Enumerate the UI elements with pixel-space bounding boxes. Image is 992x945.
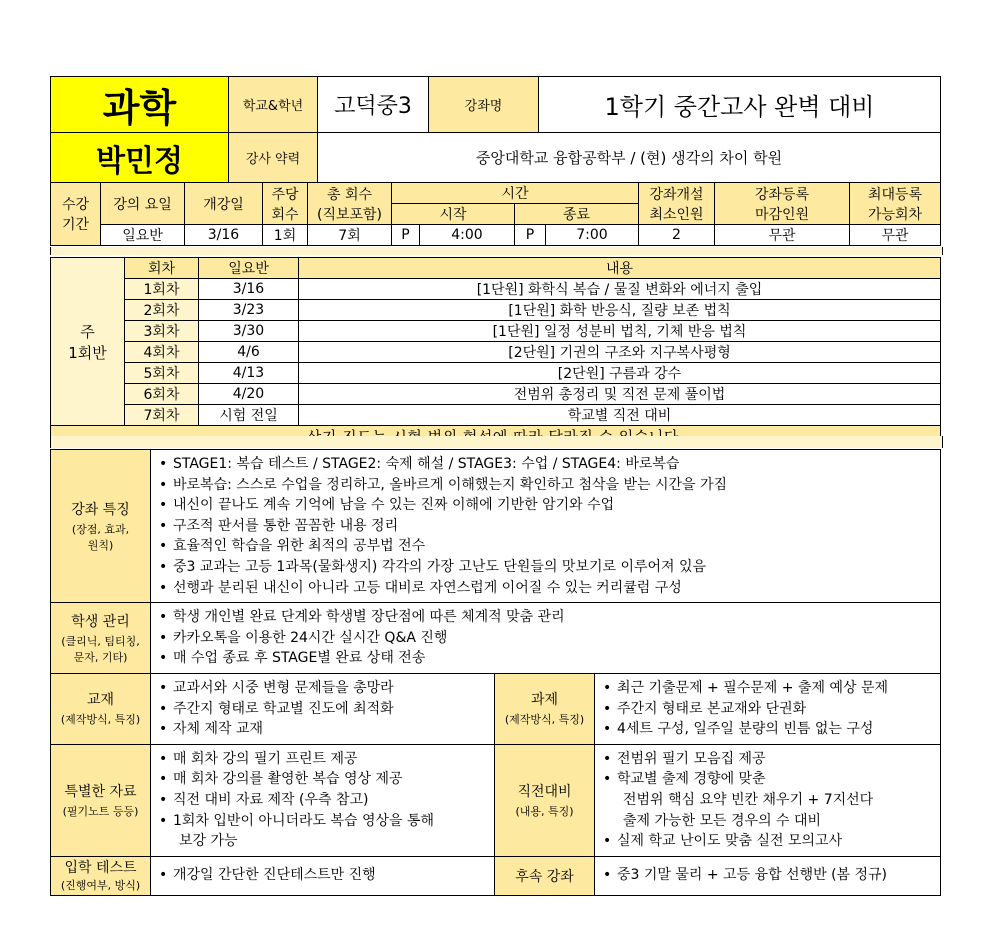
textbook-heading: 교재 (제작방식, 특징) — [51, 673, 151, 744]
list-item-continuation: 전범위 핵심 요약 빈칸 채우기 + 7지선다 — [623, 791, 874, 808]
end-ampm: P — [515, 225, 546, 246]
course-header-table — [50, 76, 941, 183]
start-time: 4:00 — [420, 225, 515, 246]
plan-row — [51, 342, 941, 363]
day-value: 일요반 — [101, 225, 185, 246]
list-item: • 주간지 형태로 본교재와 단권화 — [603, 700, 807, 717]
list-item: • 전범위 필기 모음집 제공 — [603, 750, 766, 767]
list-item: • 효율적인 학습을 위한 최적의 공부법 전수 — [159, 538, 426, 555]
school-grade-value: 고덕중3 — [318, 77, 429, 133]
list-item: • 선행과 분리된 내신이 아니라 고등 대비로 자연스럽게 이어질 수 있는 커리큘럼 구성 — [159, 579, 682, 596]
list-item: • 중3 교과는 고등 1과목(물화생지) 각각의 가장 고난도 단원들의 맛보기로 이루어져 있음 — [159, 558, 707, 575]
teacher-career: 중앙대학교 융합공학부 / (현) 생각의 차이 학원 — [318, 133, 941, 183]
list-item: • 내신이 끝나도 계속 기억에 남을 수 있는 진짜 이해에 기반한 암기와 수업 — [159, 497, 615, 514]
list-item-continuation: 출제 가능한 모든 경우의 수 대비 — [623, 812, 822, 829]
start-date-value: 3/16 — [185, 225, 263, 246]
followup-value: • 중3 기말 물리 + 고등 융합 선행반 (봄 정규) — [595, 856, 941, 895]
min-value: 2 — [639, 225, 715, 246]
total-header: 총 회수 (직보포함) — [308, 183, 392, 225]
list-item: • 주간지 형태로 학교별 진도에 최적화 — [159, 700, 394, 717]
total-value: 7회 — [308, 225, 392, 246]
features-list — [151, 450, 941, 603]
plan-session: 1회차 — [125, 279, 199, 300]
homework-list — [595, 673, 941, 744]
list-item: • 매 회차 강의 필기 프린트 제공 — [159, 750, 358, 767]
max-header: 최대등록 가능회차 — [850, 183, 941, 225]
list-item: • 카카오톡을 이용한 24시간 실시간 Q&A 진행 — [159, 629, 448, 646]
section-divider — [50, 247, 943, 255]
plan-side-label: 주 1회반 — [51, 258, 125, 426]
plan-content: [2단원] 구름과 강수 — [299, 363, 941, 384]
list-item: • 최근 기출문제 + 필수문제 + 출제 예상 문제 — [603, 679, 888, 696]
plan-row — [51, 300, 941, 321]
list-item: • 교과서와 시중 변형 문제들을 총망라 — [159, 679, 394, 696]
management-heading: 학생 관리 (클리닉, 팀티칭, 문자, 기타) — [51, 603, 151, 674]
list-item: • STAGE1: 복습 테스트 / STAGE2: 숙제 해설 / STAGE3: 수업 / STAGE4: 바로복습 — [159, 456, 680, 472]
plan-session: 5회차 — [125, 363, 199, 384]
list-item-continuation: 보강 가능 — [179, 833, 238, 850]
final-prep-list — [595, 744, 941, 856]
plan-content: [1단원] 화학식 복습 / 물질 변화와 에너지 출입 — [299, 279, 941, 300]
plan-date: 시험 전일 — [199, 405, 299, 426]
subject-title: 과학 — [51, 77, 229, 133]
deadline-header: 강좌등록 마감인원 — [715, 183, 850, 225]
list-item: • 4세트 구성, 일주일 분량의 빈틈 없는 구성 — [603, 721, 874, 738]
day-header: 강의 요일 — [101, 183, 185, 225]
start-date-header: 개강일 — [185, 183, 263, 225]
time-header: 시간 — [392, 183, 639, 204]
list-item: • 직전 대비 자료 제작 (우측 참고) — [159, 791, 369, 808]
final-prep-heading: 직전대비 (내용, 특징) — [495, 744, 595, 856]
deadline-value: 무관 — [715, 225, 850, 246]
period-label: 수강 기간 — [51, 183, 101, 246]
plan-session: 7회차 — [125, 405, 199, 426]
plan-row — [51, 384, 941, 405]
list-item: • 자체 제작 교재 — [159, 721, 264, 738]
section-divider — [50, 436, 943, 448]
list-item: • 매 회차 강의를 촬영한 복습 영상 제공 — [159, 771, 403, 788]
plan-session: 2회차 — [125, 300, 199, 321]
time-end-header: 종료 — [515, 204, 639, 225]
list-item: • 구조적 판서를 통한 꼼꼼한 내용 정리 — [159, 517, 399, 534]
materials-heading: 특별한 자료 (필기노트 등등) — [51, 744, 151, 856]
plan-date: 4/13 — [199, 363, 299, 384]
course-details-table — [50, 449, 941, 896]
list-item: • 실제 학교 난이도 맞춤 실전 모의고사 — [603, 833, 843, 850]
entry-test-heading: 입학 테스트 (진행여부, 방식) — [51, 856, 151, 895]
plan-date: 3/23 — [199, 300, 299, 321]
plan-content: [1단원] 일정 성분비 법칙, 기체 반응 법칙 — [299, 321, 941, 342]
plan-session: 4회차 — [125, 342, 199, 363]
features-heading: 강좌 특징 (장점, 효과, 원칙) — [51, 450, 151, 603]
followup-heading: 후속 강좌 — [495, 856, 595, 895]
list-item: • 매 수업 종료 후 STAGE별 완료 상태 전송 — [159, 650, 426, 667]
schedule-table — [50, 182, 941, 246]
weekly-value: 1회 — [263, 225, 308, 246]
plan-session: 3회차 — [125, 321, 199, 342]
weekly-header: 주당 회수 — [263, 183, 308, 225]
plan-content: 학교별 직전 대비 — [299, 405, 941, 426]
plan-date: 3/30 — [199, 321, 299, 342]
entry-test-value: • 개강일 간단한 진단테스트만 진행 — [151, 856, 495, 895]
min-header: 강좌개설 최소인원 — [639, 183, 715, 225]
plan-row — [51, 279, 941, 300]
list-item: • 1회차 입반이 아니더라도 복습 영상을 통해 — [159, 812, 435, 829]
teacher-name: 박민정 — [51, 133, 229, 183]
time-start-header: 시작 — [392, 204, 515, 225]
session-col-header: 회차 — [125, 258, 199, 279]
start-ampm: P — [392, 225, 420, 246]
plan-date: 4/20 — [199, 384, 299, 405]
plan-date: 3/16 — [199, 279, 299, 300]
weekly-plan-table — [50, 257, 941, 448]
list-item: • 바로복습: 스스로 수업을 정리하고, 올바르게 이해했는지 확인하고 첨삭을 받는 시간을 가짐 — [159, 476, 728, 493]
lecture-label: 강좌명 — [429, 77, 539, 133]
school-grade-label: 학교&학년 — [229, 77, 318, 133]
plan-content: 전범위 총정리 및 직전 문제 풀이법 — [299, 384, 941, 405]
list-item: • 학교별 출제 경향에 맞춘 — [603, 771, 766, 788]
plan-row — [51, 405, 941, 426]
management-list — [151, 603, 941, 674]
content-col-header: 내용 — [299, 258, 941, 279]
plan-row — [51, 363, 941, 384]
list-item: • 학생 개인별 완료 단계와 학생별 장단점에 따른 체계적 맞춤 관리 — [159, 609, 565, 626]
max-value: 무관 — [850, 225, 941, 246]
end-time: 7:00 — [546, 225, 639, 246]
homework-heading: 과제 (제작방식, 특징) — [495, 673, 595, 744]
class-col-header: 일요반 — [199, 258, 299, 279]
career-label: 강사 약력 — [229, 133, 318, 183]
materials-list — [151, 744, 495, 856]
plan-session: 6회차 — [125, 384, 199, 405]
textbook-list — [151, 673, 495, 744]
plan-content: [2단원] 기권의 구조와 지구복사평형 — [299, 342, 941, 363]
lecture-title: 1학기 중간고사 완벽 대비 — [539, 77, 941, 133]
plan-row — [51, 321, 941, 342]
plan-date: 4/6 — [199, 342, 299, 363]
plan-content: [1단원] 화학 반응식, 질량 보존 법칙 — [299, 300, 941, 321]
